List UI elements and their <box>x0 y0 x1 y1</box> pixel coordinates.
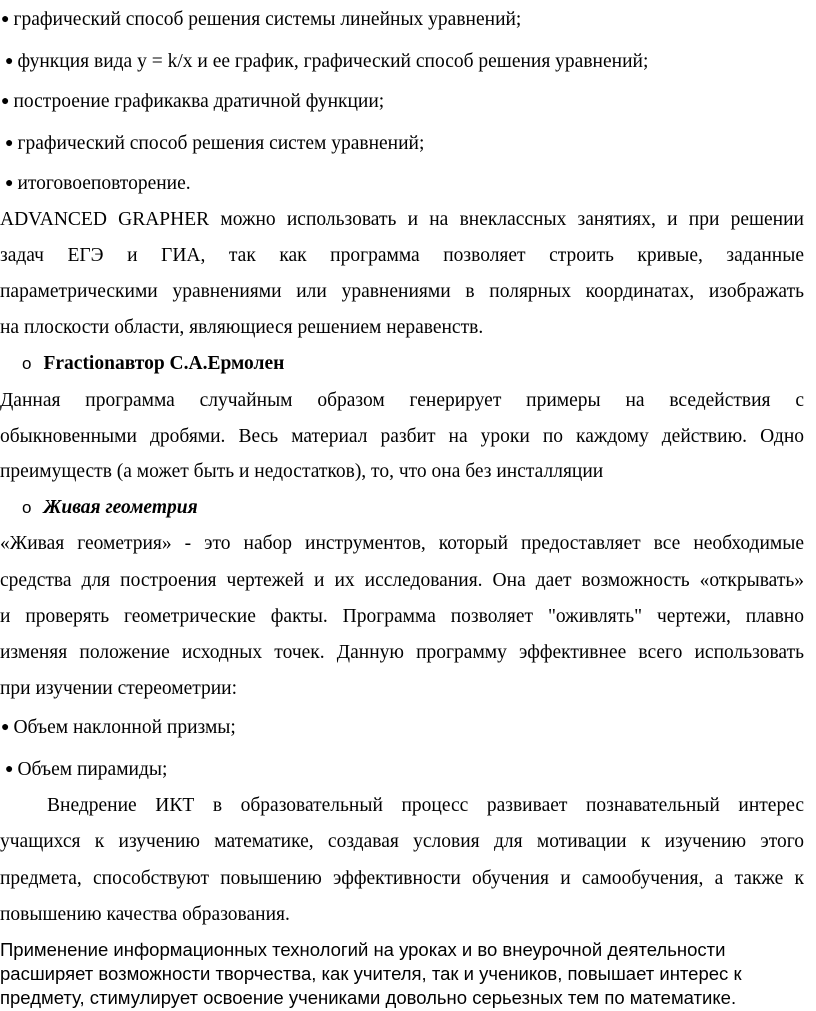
circle-bullet-icon: o <box>22 498 32 517</box>
bullet-item <box>1 90 384 114</box>
bullet-icon: ● <box>5 136 14 151</box>
bullet-text: графический способ решения систем уравнений; <box>17 133 425 154</box>
paragraph-line: обыкновенными дробями. Весь материал разбит на уроки по каждому действию. Одно <box>0 426 804 447</box>
section-heading-text: Fractionавтор С.А.Ермолен <box>43 353 285 374</box>
bullet-icon: ● <box>5 54 14 69</box>
bullet-item <box>5 132 424 156</box>
section-heading-geometry <box>22 496 198 520</box>
bullet-text: графический способ решения системы линейных уравнений; <box>13 9 522 30</box>
bullet-item <box>5 758 167 782</box>
paragraph-line: Внедрение ИКТ в образовательный процесс развивает познавательный интерес <box>47 795 804 816</box>
paragraph-line: задач ЕГЭ и ГИА, так как программа позволяет строить кривые, заданные <box>0 245 804 266</box>
section-heading-fraction <box>22 352 284 376</box>
bullet-item <box>5 172 191 196</box>
paragraph-line: Применение информационных технологий на уроках и во внеурочной деятельности <box>0 939 726 960</box>
paragraph-line: «Живая геометрия» - это набор инструментов, который предоставляет все необходимые <box>0 533 804 554</box>
paragraph-line: учащихся к изучению математике, создавая условия для мотивации к изучению этого <box>0 831 804 852</box>
paragraph-line: средства для построения чертежей и их исследования. Она дает возможность «открывать» <box>0 570 804 591</box>
bullet-item <box>1 716 236 740</box>
circle-bullet-icon: o <box>22 354 32 373</box>
bullet-icon: ● <box>1 94 10 109</box>
bullet-icon: ● <box>1 720 10 735</box>
paragraph-line: предмету, стимулирует освоение учениками довольно серьезных тем по математике. <box>0 987 737 1008</box>
bullet-item <box>1 8 521 32</box>
paragraph-line: на плоскости области, являющиеся решением неравенств. <box>0 317 484 338</box>
paragraph-line: параметрическими уравнениями или уравнениями в полярных координатах, изображать <box>0 281 804 302</box>
bullet-text: итоговоеповторение. <box>17 173 191 194</box>
paragraph-line: расширяет возможности творчества, как учителя, так и учеников, повышает интерес к <box>0 963 742 984</box>
paragraph-line: ADVANCED GRAPHER можно использовать и на внеклассных занятиях, и при решении <box>0 209 804 230</box>
paragraph-line: при изучении стереометрии: <box>0 678 238 699</box>
bullet-icon: ● <box>5 176 14 191</box>
bullet-icon: ● <box>5 762 14 777</box>
paragraph-line: изменяя положение исходных точек. Данную программу эффективнее всего использовать <box>0 642 804 663</box>
bullet-text: построение графикаква дратичной функции; <box>13 91 385 112</box>
bullet-icon: ● <box>1 12 10 27</box>
bullet-text: Объем пирамиды; <box>17 759 168 780</box>
bullet-text: Объем наклонной призмы; <box>13 717 236 738</box>
bullet-item <box>5 50 648 74</box>
paragraph-line: повышению качества образования. <box>0 904 290 925</box>
paragraph-line: преимуществ (а может быть и недостатков), то, что она без инсталляции <box>0 461 604 482</box>
paragraph-line: предмета, способствуют повышению эффективности обучения и самообучения, а также к <box>0 868 804 889</box>
paragraph-line: Данная программа случайным образом генерирует примеры на вседействия с <box>0 390 804 411</box>
paragraph-line: и проверять геометрические факты. Программа позволяет "оживлять" чертежи, плавно <box>0 606 804 627</box>
section-heading-text: Живая геометрия <box>43 497 198 518</box>
bullet-text: функция вида у = k/x и ее график, графический способ решения уравнений; <box>17 51 649 72</box>
